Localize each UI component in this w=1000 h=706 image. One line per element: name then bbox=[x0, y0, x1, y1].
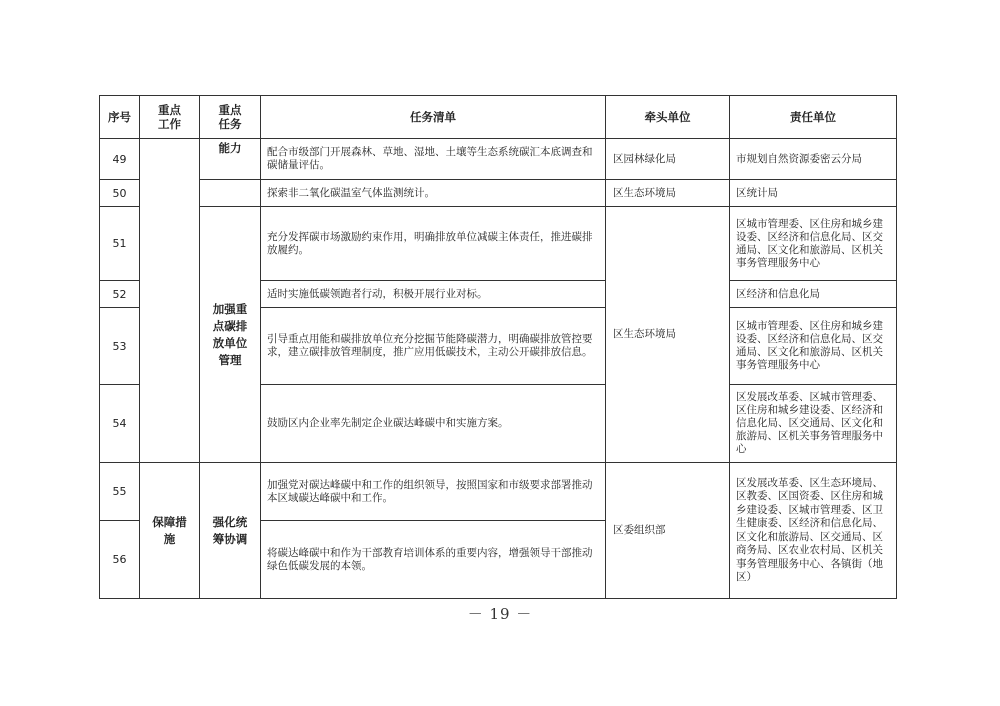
key-task-strengthen-line: 加强重 bbox=[212, 301, 248, 316]
table-row bbox=[100, 463, 897, 521]
task-list-cell: 配合市级部门开展森林、草地、湿地、土壤等生态系统碳汇本底调查和碳储量评估。 bbox=[261, 139, 606, 180]
task-list-cell: 将碳达峰碳中和作为干部教育培训体系的重要内容，增强领导干部推动绿色低碳发展的本领。 bbox=[261, 521, 606, 599]
table-row bbox=[100, 139, 897, 180]
row-number: 51 bbox=[100, 207, 140, 281]
work-guarantee bbox=[140, 463, 200, 599]
row-number: 49 bbox=[100, 139, 140, 180]
key-task-empty bbox=[200, 180, 261, 207]
header-lead: 牵头单位 bbox=[606, 96, 730, 139]
responsible-unit-cell: 区经济和信息化局 bbox=[730, 281, 897, 308]
table-row bbox=[100, 207, 897, 281]
task-list-cell: 鼓励区内企业率先制定企业碳达峰碳中和实施方案。 bbox=[261, 385, 606, 463]
task-list-cell: 探索非二氧化碳温室气体监测统计。 bbox=[261, 180, 606, 207]
responsible-unit-cell: 区统计局 bbox=[730, 180, 897, 207]
row-number: 50 bbox=[100, 180, 140, 207]
key-task-coordinate bbox=[200, 463, 261, 599]
header-key bbox=[200, 96, 261, 139]
work-cell-upper bbox=[140, 139, 200, 463]
key-task-strengthen-line: 点碳排 bbox=[212, 318, 248, 333]
key-task-capacity: 能力 bbox=[200, 139, 261, 180]
lead-unit-cell: 区生态环境局 bbox=[606, 207, 730, 463]
lead-unit-cell: 区生态环境局 bbox=[606, 180, 730, 207]
key-task-strengthen bbox=[200, 207, 261, 463]
header-work bbox=[140, 96, 200, 139]
row-number: 52 bbox=[100, 281, 140, 308]
work-guarantee-line: 施 bbox=[163, 531, 176, 546]
header-list: 任务清单 bbox=[261, 96, 606, 139]
task-list-cell: 引导重点用能和碳排放单位充分挖掘节能降碳潜力，明确碳排放管控要求，建立碳排放管理制度，推广应用低碳技术，主动公开碳排放信息。 bbox=[261, 308, 606, 385]
work-guarantee-line: 保障措 bbox=[152, 514, 187, 529]
row-number: 55 bbox=[100, 463, 140, 521]
row-number: 53 bbox=[100, 308, 140, 385]
header-work-line: 重点 bbox=[158, 103, 181, 117]
header-key-line: 重点 bbox=[218, 103, 242, 117]
lead-unit-cell: 区委组织部 bbox=[606, 463, 730, 599]
responsible-unit-cell: 区城市管理委、区住房和城乡建设委、区经济和信息化局、区交通局、区文化和旅游局、区机关事务管理服务中心 bbox=[730, 207, 897, 281]
header-work-line: 工作 bbox=[158, 117, 181, 131]
row-number: 56 bbox=[100, 521, 140, 599]
lead-unit-cell: 区园林绿化局 bbox=[606, 139, 730, 180]
header-num: 序号 bbox=[100, 96, 140, 139]
header-key-line: 任务 bbox=[218, 117, 242, 131]
task-list-cell: 充分发挥碳市场激励约束作用，明确排放单位减碳主体责任，推进碳排放履约。 bbox=[261, 207, 606, 281]
task-list-cell: 加强党对碳达峰碳中和工作的组织领导，按照国家和市级要求部署推动本区域碳达峰碳中和工作。 bbox=[261, 463, 606, 521]
responsible-unit-cell: 区发展改革委、区生态环境局、区教委、区国资委、区住房和城乡建设委、区城市管理委、区卫生健康委、区经济和信息化局、区文化和旅游局、区交通局、区商务局、区农业农村局、区机关事务管理服务中心、各镇街（地区） bbox=[730, 463, 897, 599]
key-task-coordinate-line: 筹协调 bbox=[212, 531, 248, 546]
responsible-unit-cell: 市规划自然资源委密云分局 bbox=[730, 139, 897, 180]
responsible-unit-cell: 区城市管理委、区住房和城乡建设委、区经济和信息化局、区交通局、区文化和旅游局、区机关事务管理服务中心 bbox=[730, 308, 897, 385]
row-number: 54 bbox=[100, 385, 140, 463]
header-resp: 责任单位 bbox=[730, 96, 897, 139]
key-task-coordinate-line: 强化统 bbox=[212, 514, 248, 529]
key-task-strengthen-line: 管理 bbox=[218, 352, 242, 367]
task-table bbox=[99, 95, 897, 599]
table-row bbox=[100, 180, 897, 207]
responsible-unit-cell: 区发展改革委、区城市管理委、区住房和城乡建设委、区经济和信息化局、区交通局、区文化和旅游局、区机关事务管理服务中心 bbox=[730, 385, 897, 463]
task-list-cell: 适时实施低碳领跑者行动，积极开展行业对标。 bbox=[261, 281, 606, 308]
table-header-row bbox=[100, 96, 897, 139]
page-number: － 19 － bbox=[467, 605, 533, 623]
key-task-strengthen-line: 放单位 bbox=[212, 335, 248, 350]
